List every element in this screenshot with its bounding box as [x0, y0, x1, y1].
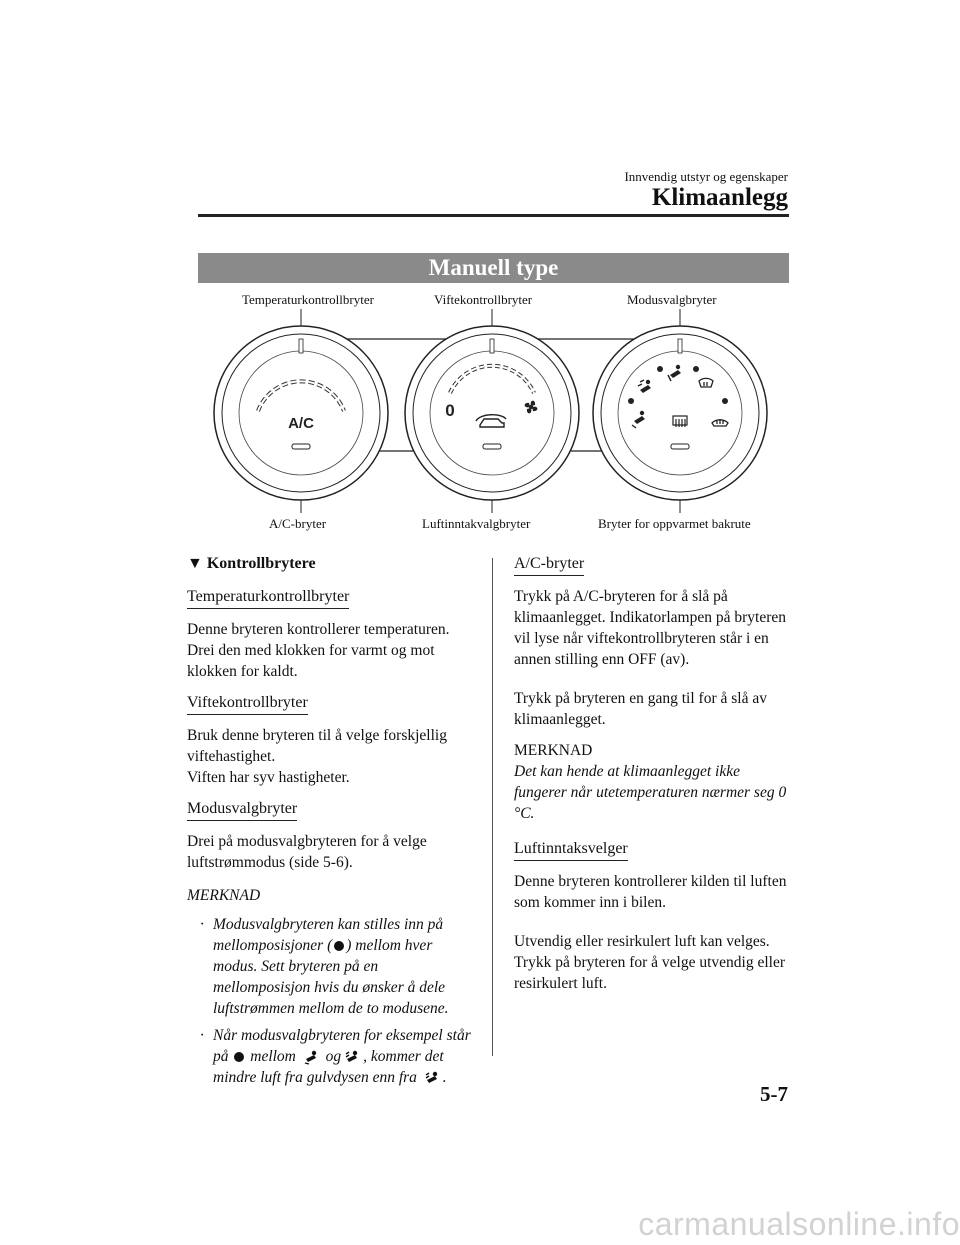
callout-temperature-switch: Temperaturkontrollbryter	[242, 292, 374, 307]
section-heading-text: Kontrollbrytere	[206, 555, 316, 572]
note-bullet-1: · Modusvalgbryteren kan stilles inn på mellomposisjoner ( ) mellom hver modus. Sett bryteren på en mellomposisjon hvis du ønsker å dele luftstrømmen mellom de to modusene.	[200, 916, 449, 1017]
callout-mode-switch: Modusvalgbryter	[627, 292, 717, 307]
page-number: 5-7	[760, 1082, 788, 1106]
intake-text-1: Denne bryteren kontrollerer kilden til luften som kommer inn i bilen.	[514, 873, 787, 911]
column-divider	[492, 558, 493, 1056]
section-banner: Manuell type	[198, 253, 789, 283]
ac-text-1: Trykk på A/C-bryteren for å slå på klimaanlegget. Indikatorlampen på bryteren vil lyse når viftekontrollbryteren står i en annen stilling enn OFF (av).	[514, 588, 787, 668]
callout-rear-defrost-switch: Bryter for oppvarmet bakrute	[598, 516, 751, 531]
note-heading-mode: MERKNAD	[187, 887, 261, 904]
heading-intake-switch: Luftinntaksvelger	[514, 838, 628, 861]
left-column	[187, 553, 477, 1094]
intake-text-2: Utvendig eller resirkulert luft kan velges. Trykk på bryteren for å velge utvendig eller resirkulert luft.	[514, 933, 786, 992]
ac-label: A/C	[288, 415, 314, 432]
ac-note: Det kan hende at klimaanlegget ikke fungerer når utetemperaturen nærmer seg 0 °C.	[514, 763, 787, 822]
fan-text-1: Bruk denne bryteren til å velge forskjellig viftehastighet.	[187, 727, 447, 765]
note-bullet-2: · Når modusvalgbryteren for eksempel står på mellom og , kommer det mindre luft fra gulvdysen enn fra .	[200, 1027, 471, 1086]
heading-ac-switch: A/C-bryter	[514, 553, 584, 576]
heading-fan-switch: Viftekontrollbryter	[187, 692, 308, 715]
rear-defrost-button-indicator	[671, 444, 689, 449]
running-header-chapter: Klimaanlegg	[651, 184, 788, 211]
mid-position-dot-icon	[234, 1052, 244, 1062]
mode-knob	[593, 326, 767, 500]
floor-defrost-mode-icon	[344, 1049, 360, 1065]
control-panel-drawing	[198, 283, 789, 545]
running-header-section: Innvendig utstyr og egenskaper	[624, 169, 788, 184]
floor-mode-icon	[303, 1049, 319, 1065]
section-heading	[187, 553, 477, 574]
fan-off-label: 0	[445, 401, 455, 420]
header-rule	[198, 214, 789, 217]
intake-button-indicator	[483, 444, 501, 449]
callout-ac-switch: A/C-bryter	[269, 516, 327, 531]
triangle-icon: ▼	[187, 555, 203, 572]
callout-intake-switch: Luftinntakvalgbryter	[422, 516, 531, 531]
note-heading-ac: MERKNAD	[514, 742, 593, 759]
floor-defrost-mode-icon	[424, 1070, 440, 1086]
temperature-knob	[214, 326, 388, 500]
mid-position-dot-icon	[334, 941, 344, 951]
fan-knob	[405, 326, 579, 500]
watermark: carmanualsonline.info	[638, 1206, 960, 1242]
temperature-text: Denne bryteren kontrollerer temperaturen. Drei den med klokken for varmt og mot klokken for kaldt.	[187, 621, 450, 680]
ac-text-2: Trykk på bryteren en gang til for å slå av klimaanlegget.	[514, 690, 767, 728]
fan-text-2: Viften har syv hastigheter.	[187, 769, 350, 786]
mode-text: Drei på modusvalgbryteren for å velge luftstrømmodus (side 5-6).	[187, 833, 427, 871]
heading-mode-switch: Modusvalgbryter	[187, 798, 297, 821]
callout-fan-switch: Viftekontrollbryter	[434, 292, 533, 307]
climate-control-diagram	[198, 283, 789, 545]
right-column	[514, 553, 790, 1004]
ac-button-indicator	[292, 444, 310, 449]
heading-temperature-switch: Temperaturkontrollbryter	[187, 586, 349, 609]
